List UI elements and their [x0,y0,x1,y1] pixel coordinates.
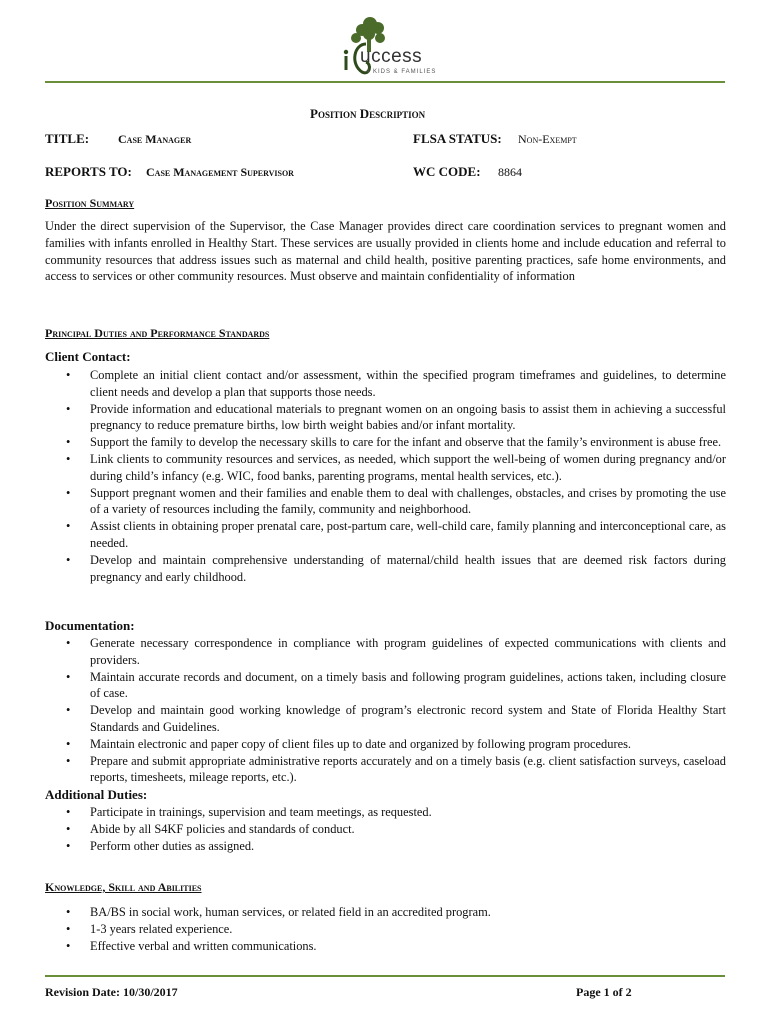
logo-name: uccess [360,46,423,67]
position-summary-heading: Position Summary [45,196,135,210]
list-item: • Develop and maintain good working knowledge of program’s electronic record system and State of Florida Healthy Start Standards and Guidelines. [45,702,726,736]
list-item: • Assist clients in obtaining proper prenatal care, post-partum care, well-child care, family planning and interconceptional care, as needed. [45,518,726,552]
title-label: TITLE: [45,131,90,146]
page-number: Page 1 of 2 [576,985,632,999]
footer-rule [45,975,725,977]
list-item: • Effective verbal and written communications. [45,938,726,955]
revision-date: Revision Date: 10/30/2017 [45,985,178,999]
list-item: • Maintain electronic and paper copy of client files up to date and organized by following program procedures. [45,736,726,753]
client-contact-heading: Client Contact: [45,349,131,364]
ksa-heading: Knowledge, Skill and Abilities [45,880,202,894]
wc-code-value: 8864 [498,165,522,179]
flsa-label: FLSA STATUS: [413,131,502,146]
reports-to-value: Case Management Supervisor [146,165,294,179]
client-contact-list [45,367,726,585]
flsa-value: Non-Exempt [518,132,577,146]
list-item: • 1-3 years related experience. [45,921,726,938]
principal-duties-heading: Principal Duties and Performance Standards [45,326,270,340]
documentation-heading: Documentation: [45,618,135,633]
additional-duties-list [45,804,726,854]
list-item: • Perform other duties as assigned. [45,838,726,855]
list-item: • Complete an initial client contact and/or assessment, within the specified program timeframes and guidelines, to determine client needs and develop a plan that supports those needs. [45,367,726,401]
list-item: • Participate in trainings, supervision and team meetings, as requested. [45,804,726,821]
wc-code-label: WC CODE: [413,164,481,179]
list-item: • Generate necessary correspondence in compliance with program guidelines of expected communications with clients and providers. [45,635,726,669]
additional-duties-heading: Additional Duties: [45,787,148,802]
reports-to-label: REPORTS TO: [45,164,132,179]
list-item: • Support pregnant women and their families and enable them to deal with challenges, obstacles, and crises by promoting the use of a variety of resources including the family, community and neighborhood. [45,485,726,519]
list-item: • Provide information and educational materials to pregnant women on an ongoing basis to assist them in achieving a successful pregnancy to reduce premature births, low birth weight babies and/or infant mortality. [45,401,726,435]
list-item: • Support the family to develop the necessary skills to care for the infant and observe that the family’s environment is abuse free. [45,434,726,451]
logo-tagline: 4 KIDS & FAMILIES [366,69,437,75]
list-item: • Link clients to community resources and services, as needed, which support the well-being of women during pregnancy and/or during child’s infancy (e.g. WIC, food banks, parenting programs, mental health services, etc.). [45,451,726,485]
position-summary-text: Under the direct supervision of the Supervisor, the Case Manager provides direct care coordination services to pregnant women and families with infants enrolled in Healthy Start. These services are usually provided in clients home and include education and referral to community resources that address issues such as maternal and child health, positive parenting practices, safe home environments, and access to services or other community resources. Must observe and maintain confidentiality of information [45,219,726,284]
documentation-list [45,635,726,786]
list-item: • BA/BS in social work, human services, or related field in an accredited program. [45,904,726,921]
list-item: • Maintain accurate records and document, on a timely basis and following program guidelines, actions taken, including closure of case. [45,669,726,703]
title-value: Case Manager [118,132,192,146]
document-title: Position Description [310,106,426,121]
list-item: • Prepare and submit appropriate administrative reports accurately and on a timely basis (e.g. client satisfaction surveys, caseload reports, timesheets, mileage reports, etc.). [45,753,726,787]
ksa-list [45,904,726,954]
list-item: • Abide by all S4KF policies and standards of conduct. [45,821,726,838]
header-rule [45,81,725,83]
list-item: • Develop and maintain comprehensive understanding of maternal/child health issues that are deemed risk factors during pregnancy and early childhood. [45,552,726,586]
